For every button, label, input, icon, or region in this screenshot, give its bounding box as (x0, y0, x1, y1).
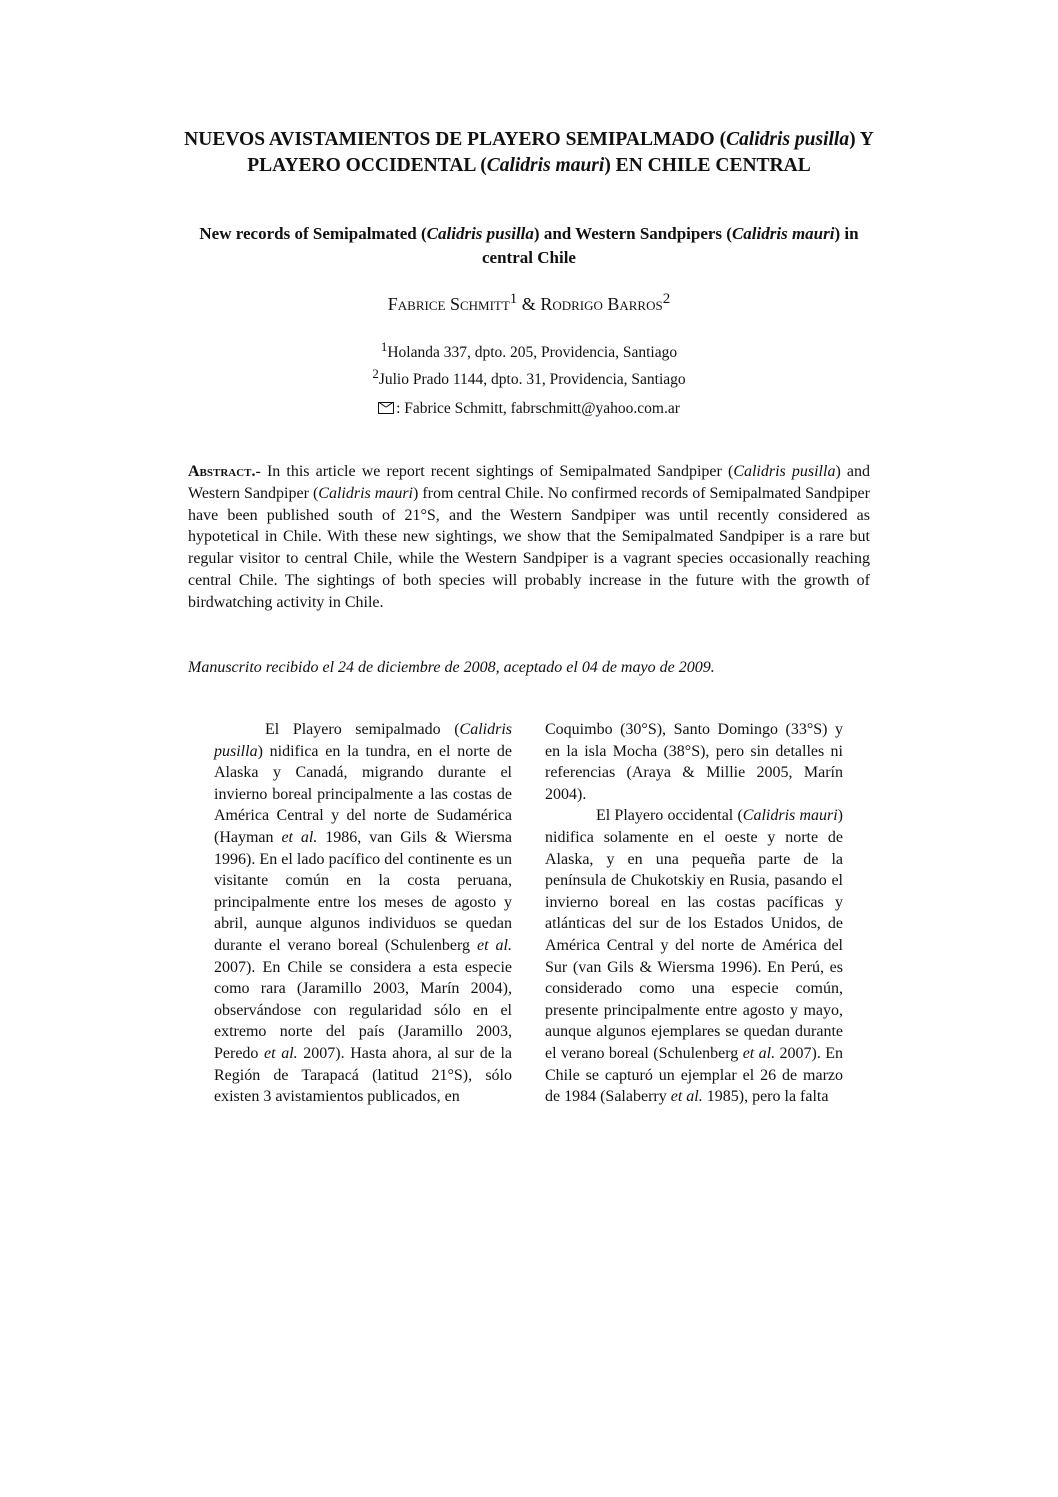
title-species-name: Calidris mauri (486, 155, 605, 176)
title-species-name: Calidris pusilla (726, 129, 850, 150)
body-species-name: Calidris pusilla (214, 721, 512, 760)
affiliation-1 (175, 336, 883, 363)
body-text: 1986, van Gils & Wiersma 1996). En el lado pacífico del continente es un visitante común en la costa peruana, principalmente entre los meses de agosto y abril, aunque algunos individuos se quedan durante el verano boreal (Schulenberg (214, 828, 513, 954)
body-et-al: et al. (670, 1088, 703, 1106)
body-species-name: Calidris mauri (742, 807, 838, 825)
paper-title (175, 127, 883, 179)
subtitle-text: ) in central Chile (482, 224, 859, 267)
subtitle-text: New records of Semipalmated ( (199, 224, 427, 243)
subtitle-text: ) and Western Sandpipers ( (533, 224, 732, 243)
author-separator: & (517, 294, 541, 314)
title-text: ) Y PLAYERO OCCIDENTAL ( (247, 129, 874, 176)
abstract-species-name: Calidris mauri (318, 484, 413, 502)
affiliation-mark: 2 (372, 366, 379, 382)
envelope-icon (378, 402, 394, 414)
affiliation-text: Holanda 337, dpto. 205, Providencia, Santiago (387, 344, 678, 362)
body-text: 2007). En Chile se capturó un ejemplar el 26 de marzo de 1984 (Salaberry (545, 1044, 843, 1106)
author-affiliation-mark: 1 (509, 291, 518, 307)
body-paragraph (214, 719, 512, 1108)
abstract-text: ) and Western Sandpiper ( (188, 463, 870, 502)
author-affiliation-mark: 2 (662, 291, 671, 307)
subtitle-species-name: Calidris mauri (731, 224, 835, 243)
body-text: El Playero semipalmado ( (265, 721, 460, 738)
contact-line (175, 398, 883, 419)
contact-email: : Fabrice Schmitt, fabrschmitt@yahoo.com.ar (396, 400, 680, 417)
title-text: ) EN CHILE CENTRAL (604, 155, 811, 176)
body-text: ) nidifica solamente en el oeste y norte de Alaska, y en una pequeña parte de la península de Chukotskiy en Rusia, pasando el invierno boreal en las costas pacíficas y atlánticas del sur de los Estados Unidos, de América Central y del norte de América del Sur (van Gils & Wiersma 1996). En Perú, es considerado como una especie común, presente principalmente entre agosto y mayo, aunque algunos ejemplares se quedan durante el verano boreal (Schulenberg (545, 807, 843, 1062)
affiliations (175, 336, 883, 390)
body-et-al: et al. (477, 936, 512, 954)
author-line (175, 287, 883, 316)
received-date-line: Manuscrito recibido el 24 de diciembre de 2008, aceptado el 04 de mayo de 2009. (188, 659, 715, 676)
body-text: 2007). Hasta ahora, al sur de la Región de Tarapacá (latitud 21°S), sólo existen 3 avistamientos publicados, en (214, 1044, 512, 1106)
abstract-species-name: Calidris pusilla (733, 463, 836, 480)
body-et-al: et al. (742, 1044, 776, 1062)
affiliation-mark: 1 (380, 339, 388, 354)
body-column-left (214, 719, 512, 1108)
abstract-text: - In this article we report recent sightings of Semipalmated Sandpiper ( (255, 463, 734, 480)
affiliation-2 (175, 363, 883, 390)
abstract-text: ) from central Chile. No confirmed records of Semipalmated Sandpiper have been published south of 21°S, and the Western Sandpiper was until recently considered as hypotetical in Chile. With these new sightings, we show that the Semipalmated Sandpiper is a rare but regular visitor to central Chile, while the Western Sandpiper is a vagrant species occasionally reaching central Chile. The sightings of both species will probably increase in the future with the growth of birdwatching activity in Chile. (188, 484, 870, 611)
body-text: El Playero occidental ( (596, 807, 743, 825)
body-paragraph (545, 805, 843, 1107)
affiliation-text: Julio Prado 1144, dpto. 31, Providencia, Santiago (378, 371, 686, 389)
body-text: ) nidifica en la tundra, en el norte de Alaska y Canadá, migrando durante el invierno boreal principalmente a las costas de América Central y del norte de Sudamérica (Hayman (214, 742, 512, 846)
body-et-al: et al. (281, 828, 318, 846)
body-paragraph-continued: Coquimbo (30°S), Santo Domingo (33°S) y en la isla Mocha (38°S), pero sin detalles ni referencias (Araya & Millie 2005, Marín 2004). (545, 721, 843, 803)
english-title (175, 222, 883, 270)
body-text: 1985), pero la falta (702, 1088, 829, 1106)
abstract-label: Abstract. (188, 463, 256, 480)
author-name: Fabrice Schmitt (387, 294, 510, 314)
body-text: 2007). En Chile se considera a esta especie como rara (Jaramillo 2003, Marín 2004), observándose con regularidad sólo en el extremo norte del país (Jaramillo 2003, Peredo (214, 958, 512, 1062)
body-et-al: et al. (264, 1044, 298, 1062)
body-column-right (545, 719, 843, 1108)
subtitle-species-name: Calidris pusilla (426, 224, 534, 243)
title-text: NUEVOS AVISTAMIENTOS DE PLAYERO SEMIPALMADO ( (184, 129, 727, 150)
author-name: Rodrigo Barros (540, 294, 663, 314)
abstract (188, 461, 870, 614)
